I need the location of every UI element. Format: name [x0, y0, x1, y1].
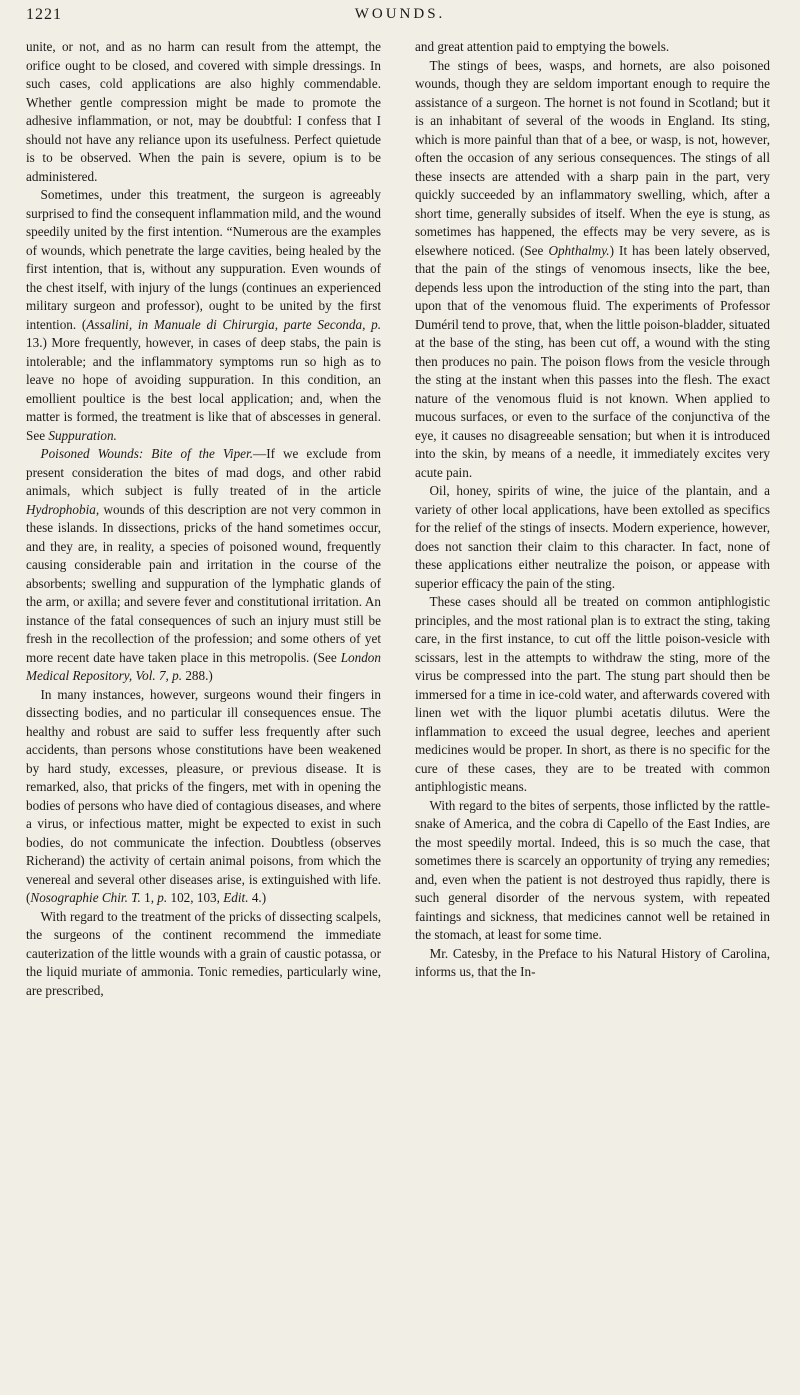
paragraph — [415, 57, 770, 483]
paragraph-text: wounds of this description are not very common in these islands. In dissections, pricks of the hand sometimes occur, and they are, in reality, a species of poisoned wound, frequently causing considerable pain and irritation in the course of the absorbents; swelling and suppuration of the lymphatic glands of the arm, or axilla; and severe fever and constitutional irritation. An instance of the fatal consequences of such an injury must still be fresh in the recollection of the profession; and some others of yet more recent date have taken place in this metropolis. (See — [26, 501, 381, 665]
paragraph — [26, 38, 381, 186]
running-head: WOUNDS. — [354, 6, 446, 22]
section-heading: Poisoned Wounds: Bite of the Viper. — [40, 446, 254, 461]
paragraph-text: 288.) — [182, 668, 213, 683]
paragraph — [26, 908, 381, 1001]
paragraph-text: ) It has been lately observed, that the pain of the stings of venomous insects, like the bee, depends less upon the introduction of the sting into the part, than upon that of the venomous fluid. The experiments of Professor Duméril tend to prove, that, when the little poison-bladder, situated at the base of the sting, has been cut off, a wound with the sting then produces no pain. The poison flows from the vesicle through the sting at the instant when this passes into the flesh. The exact nature of the venomous fluid is not known. When applied to mucous surfaces, or even to the surface of the conjunctiva of the eye, it causes no disagreeable sensation; but when it is introduced into the skin, by means of a needle, it immediately excites very acute pain. — [415, 242, 770, 480]
paragraph — [26, 686, 381, 908]
paragraph-text: The stings of bees, wasps, and hornets, are also poisoned wounds, though they are seldom important enough to require the assistance of a surgeon. The hornet is not found in Scotland; but it is an inhabitant of several of the woods in England. Its sting, which is more painful than that of a bee, or wasp, is not, however, often the occasion of any serious consequences. The stings of all these insects are attended with a sharp pain in the part, very quickly succeeded by an inflammatory swelling, which, after a short time, generally subsides of itself. When the eye is stung, as sometimes has happened, the effects may be very severe, as is elsewhere noticed. (See — [415, 57, 770, 258]
citation: p. — [157, 890, 168, 905]
cross-reference: Ophthalmy. — [548, 242, 610, 258]
paragraph-text: In many instances, however, surgeons wound their fingers in dissecting bodies, and no particular ill consequences ensue. The healthy and robust are said to suffer less frequently after such accidents, than persons whose constitutions have been weakened by hard study, excesses, pleasure, or previous disease. It is remarked, also, that pricks of the fingers, met with in opening the bodies of persons who have died of contagious diseases, and where a virus, or infectious matter, might be expected to exist in such bodies, do not communicate the infection. Doubtless (observes Richerand) the activity of certain animal poisons, from which the venereal and several other diseases arise, is extinguished with life. ( — [26, 686, 381, 905]
right-column — [415, 38, 770, 982]
paragraph — [26, 445, 381, 686]
citation: Assalini, in Manuale di Chirurgia, parte Seconda, p. — [86, 316, 381, 332]
paragraph-text: Oil, honey, spirits of wine, the juice of the plantain, and a variety of other local applications, have been extolled as specifics for the relief of the stings of insects. Modern experience, however, does not sanction their claim to this character. In fact, none of these applications either neutralize the poison, or appease with superior efficacy the pain of the sting. — [415, 483, 770, 591]
paragraph — [415, 797, 770, 945]
cross-reference: Hydrophobia, — [26, 501, 100, 517]
paragraph-text: With regard to the bites of serpents, those inflicted by the rattle-snake of America, and the cobra di Capello of the East Indies, are the most speedily mortal. Indeed, this is so much the case, that sometimes there is scarcely an opportunity of trying any remedies; and, even when the patient is not destroyed thus rapidly, there is such general disorder of the nervous system, with repeated faintings and sickness, that medicines cannot well be retained in the stomach, at least for some time. — [415, 797, 770, 942]
left-column — [26, 38, 381, 1000]
paragraph-text: Sometimes, under this treatment, the surgeon is agreeably surprised to find the consequent inflammation mild, and the wound speedily united by the first intention. “Numerous are the examples of wounds, which penetrate the large cavities, being healed by the first intention, that is, without any suppuration. Even wounds of the chest itself, with injury of the lungs (continues an experienced military surgeon and professor), ought to be united by the first intention. ( — [26, 187, 381, 332]
paragraph-text: With regard to the treatment of the pricks of dissecting scalpels, the surgeons of the continent recommend the immediate cauterization of the little wounds with a grain of caustic potassa, or the liquid muriate of ammonia. Tonic remedies, particularly wine, are prescribed, — [26, 908, 381, 998]
paragraph-text: Mr. Catesby, in the Preface to his Natural History of Carolina, informs us, that the In- — [415, 945, 770, 979]
paragraph-text: and great attention paid to emptying the bowels. — [415, 39, 670, 54]
paragraph — [26, 186, 381, 445]
citation: Nosographie Chir. T. — [30, 890, 141, 905]
cross-reference: Suppuration. — [48, 427, 117, 443]
page-number: 1221 — [26, 6, 62, 23]
paragraph-text: —If we exclude from present consideration the bites of mad dogs, and other rabid animals, which subject is fully treated of in the article — [26, 446, 381, 498]
paragraph-text: unite, or not, and as no harm can result from the attempt, the orifice ought to be closed, and covered with simple dressings. In such cases, cold applications are also highly commendable. Whether gentle compression might be made to promote the adhesive inflammation, or not, may be doubtful: I confess that I should not have any reliance upon its usefulness. Perfect quietude is to be observed. When the pain is severe, opium is to be administered. — [26, 39, 381, 184]
paragraph-text: 1, — [140, 890, 158, 905]
paragraph — [415, 945, 770, 982]
paragraph — [415, 482, 770, 593]
paragraph-text: 102, 103, — [167, 890, 224, 905]
paragraph-text: These cases should all be treated on common antiphlogistic principles, and the most rational plan is to extract the sting, taking care, in the first instance, to cut off the little poison-vesicle with scissars, lest in the attempts to withdraw the sting, more of the virus be compressed into the part. The stung part should then be immersed for a time in ice-cold water, and afterwards covered with linen wet with the liquor plumbi acetatis dilutus. Were the inflammation to exceed the usual degree, leeches and aperient medicines would be proper. In short, as there is no specific for the cure of these cases, they are to be treated with common antiphlogistic means. — [415, 594, 770, 794]
citation: London Medical Repository, Vol. 7, p. — [26, 649, 381, 683]
paragraph-text: 4.) — [248, 890, 267, 905]
paragraph — [415, 593, 770, 797]
paragraph — [415, 38, 770, 57]
citation: Edit. — [223, 890, 249, 905]
page-header — [0, 6, 800, 30]
paragraph-text: 13.) More frequently, however, in cases of deep stabs, the pain is intolerable; and the inflammatory symptoms run so high as to leave no hope of avoiding suppuration. In this condition, an emollient poultice is the best local application; and, when the matter is formed, the treatment is like that of abscesses in general. See — [26, 335, 381, 443]
